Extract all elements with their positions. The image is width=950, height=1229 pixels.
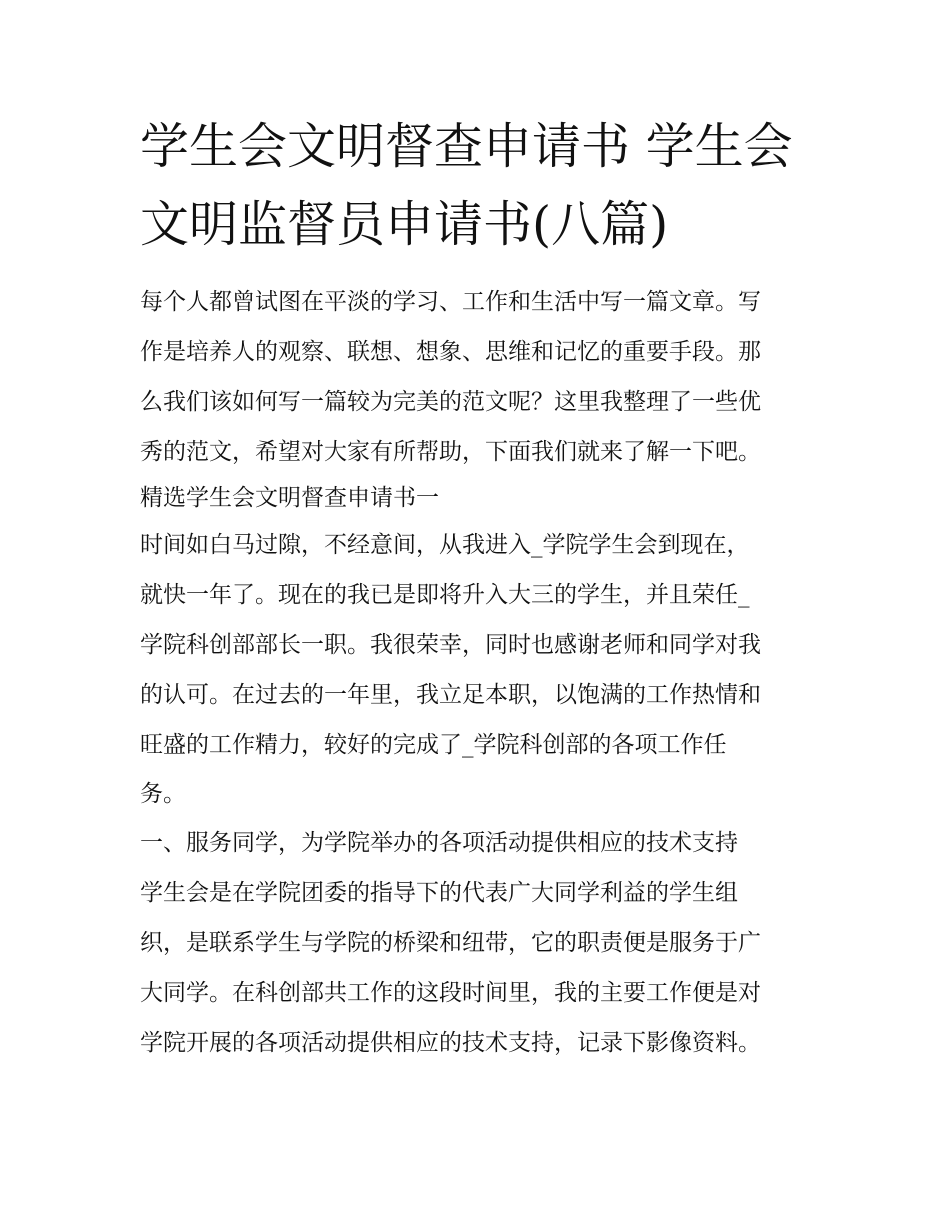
- section-heading: 精选学生会文明督查申请书一: [140, 485, 439, 511]
- title-line: 学生会文明督查申请书 学生会: [140, 118, 793, 175]
- title-line: 文明监督员申请书(八篇): [140, 196, 669, 253]
- body-line: 大同学。在科创部共工作的这段时间里，我的主要工作便是对: [140, 980, 761, 1006]
- body-line: 每个人都曾试图在平淡的学习、工作和生活中写一篇文章。写: [140, 289, 761, 315]
- body-line: 学院科创部部长一职。我很荣幸，同时也感谢老师和同学对我: [140, 632, 761, 658]
- body-line: 学生会是在学院团委的指导下的代表广大同学利益的学生组: [140, 880, 738, 906]
- body-line: 么我们该如何写一篇较为完美的范文呢？这里我整理了一些优: [140, 389, 761, 415]
- body-line: 一、服务同学，为学院举办的各项活动提供相应的技术支持: [140, 830, 738, 856]
- body-line: 务。: [140, 781, 186, 807]
- body-line: 的认可。在过去的一年里，我立足本职，以饱满的工作热情和: [140, 682, 761, 708]
- body-line: 就快一年了。现在的我已是即将升入大三的学生，并且荣任_: [140, 582, 750, 608]
- body-line: 作是培养人的观察、联想、想象、思维和记忆的重要手段。那: [140, 339, 761, 365]
- body-line: 时间如白马过隙，不经意间，从我进入_学院学生会到现在，: [140, 532, 750, 558]
- body-line: 织，是联系学生与学院的桥梁和纽带，它的职责便是服务于广: [140, 930, 761, 956]
- body-line: 秀的范文，希望对大家有所帮助，下面我们就来了解一下吧。: [140, 439, 761, 465]
- body-line: 学院开展的各项活动提供相应的技术支持，记录下影像资料。: [140, 1030, 761, 1056]
- body-line: 旺盛的工作精力，较好的完成了_学院科创部的各项工作任: [140, 732, 727, 758]
- document-title: [140, 108, 820, 264]
- document-body: [140, 277, 820, 1068]
